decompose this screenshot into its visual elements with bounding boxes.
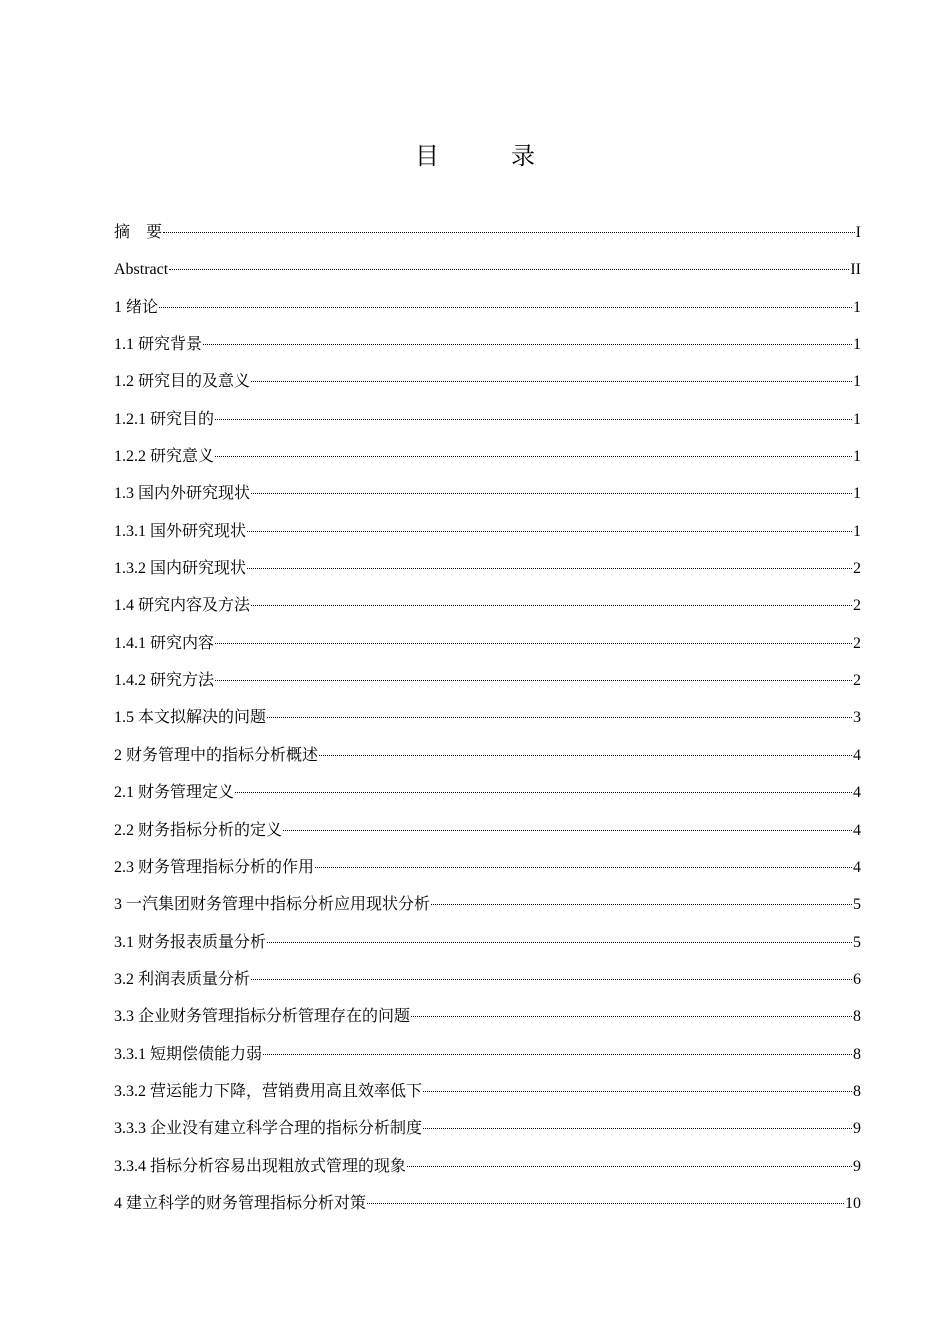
- toc-entry[interactable]: [114, 779, 861, 816]
- toc-entry[interactable]: [114, 219, 861, 256]
- toc-entry-text: 2.1 财务管理定义: [114, 784, 235, 802]
- toc-entry-text: 3 一汽集团财务管理中指标分析应用现状分析: [114, 896, 431, 914]
- toc-leader-dots: [235, 791, 852, 793]
- toc-entry[interactable]: [114, 891, 861, 928]
- toc-entry[interactable]: [114, 1153, 861, 1190]
- toc-entry[interactable]: [114, 704, 861, 741]
- toc-leader-dots: [215, 642, 852, 644]
- toc-page-number: 2: [853, 560, 861, 578]
- toc-entry[interactable]: [114, 630, 861, 667]
- toc-leader-dots: [215, 418, 852, 420]
- toc-entry[interactable]: [114, 966, 861, 1003]
- toc-entry-text: 1.4 研究内容及方法: [114, 597, 251, 615]
- toc-page-number: 4: [853, 858, 861, 876]
- toc-page-number: 6: [853, 970, 861, 988]
- toc-entry-text: 2.3 财务管理指标分析的作用: [114, 858, 315, 876]
- toc-leader-dots: [247, 530, 852, 532]
- toc-entry-text: 1.3.1 国外研究现状: [114, 522, 247, 540]
- toc-page-number: 8: [853, 1008, 861, 1026]
- toc-leader-dots: [169, 268, 849, 270]
- toc-entry[interactable]: [114, 518, 861, 555]
- toc-entry[interactable]: [114, 331, 861, 368]
- toc-entry[interactable]: [114, 555, 861, 592]
- toc-entry-text: 1 绪论: [114, 298, 159, 316]
- toc-leader-dots: [251, 604, 852, 606]
- toc-page-number: 9: [853, 1120, 861, 1138]
- toc-entry[interactable]: [114, 406, 861, 443]
- toc-leader-dots: [251, 380, 852, 382]
- toc-page-number: 1: [853, 336, 861, 354]
- toc-entry-text: 3.3.3 企业没有建立科学合理的指标分析制度: [114, 1120, 423, 1138]
- toc-page-number: 5: [853, 933, 861, 951]
- toc-entry[interactable]: [114, 817, 861, 854]
- toc-page-number: 4: [853, 784, 861, 802]
- toc-entry[interactable]: [114, 480, 861, 517]
- toc-entry-text: 1.2.1 研究目的: [114, 410, 215, 428]
- toc-leader-dots: [215, 679, 852, 681]
- toc-leader-dots: [163, 231, 855, 233]
- toc-page-number: 2: [853, 672, 861, 690]
- toc-entry-text: 1.2.2 研究意义: [114, 448, 215, 466]
- toc-list: [114, 219, 861, 1227]
- toc-leader-dots: [263, 1053, 852, 1055]
- toc-entry-text: 3.3.1 短期偿债能力弱: [114, 1045, 263, 1063]
- toc-page-number: II: [850, 261, 861, 279]
- toc-leader-dots: [319, 754, 852, 756]
- toc-leader-dots: [267, 716, 852, 718]
- toc-page-number: 1: [853, 522, 861, 540]
- toc-entry-text: 3.1 财务报表质量分析: [114, 933, 267, 951]
- toc-entry[interactable]: [114, 929, 861, 966]
- toc-page-number: 3: [853, 709, 861, 727]
- toc-leader-dots: [247, 567, 852, 569]
- toc-leader-dots: [267, 941, 852, 943]
- toc-entry[interactable]: [114, 1078, 861, 1115]
- toc-leader-dots: [203, 343, 852, 345]
- toc-page-number: 10: [845, 1194, 861, 1212]
- toc-leader-dots: [251, 978, 852, 980]
- toc-entry-text: 2 财务管理中的指标分析概述: [114, 746, 319, 764]
- toc-entry[interactable]: [114, 742, 861, 779]
- toc-entry[interactable]: [114, 368, 861, 405]
- toc-page-number: 1: [853, 410, 861, 428]
- toc-leader-dots: [423, 1127, 852, 1129]
- toc-entry-text: 4 建立科学的财务管理指标分析对策: [114, 1194, 367, 1212]
- toc-entry-text: 3.3.4 指标分析容易出现粗放式管理的现象: [114, 1157, 407, 1175]
- toc-entry[interactable]: [114, 294, 861, 331]
- toc-entry-text: 2.2 财务指标分析的定义: [114, 821, 283, 839]
- toc-entry[interactable]: [114, 1115, 861, 1152]
- toc-entry-text: 1.2 研究目的及意义: [114, 373, 251, 391]
- toc-entry-text: 1.4.2 研究方法: [114, 672, 215, 690]
- toc-entry-text: 3.2 利润表质量分析: [114, 970, 251, 988]
- toc-leader-dots: [407, 1165, 852, 1167]
- toc-page-number: 1: [853, 448, 861, 466]
- toc-entry-text: 3.3.2 营运能力下降，营销费用高且效率低下: [114, 1082, 423, 1100]
- toc-leader-dots: [411, 1015, 852, 1017]
- toc-leader-dots: [431, 903, 852, 905]
- toc-leader-dots: [367, 1202, 844, 1204]
- toc-leader-dots: [315, 866, 852, 868]
- toc-page-number: 2: [853, 597, 861, 615]
- toc-page-number: 8: [853, 1082, 861, 1100]
- toc-entry-text: 1.4.1 研究内容: [114, 634, 215, 652]
- toc-page-number: 2: [853, 634, 861, 652]
- toc-entry-text: 1.1 研究背景: [114, 336, 203, 354]
- toc-entry[interactable]: [114, 854, 861, 891]
- toc-entry[interactable]: [114, 592, 861, 629]
- toc-entry-text: Abstract: [114, 261, 169, 279]
- toc-entry[interactable]: [114, 1190, 861, 1227]
- toc-page-number: I: [855, 224, 861, 241]
- toc-page-number: 8: [853, 1045, 861, 1063]
- toc-entry-text: 1.3.2 国内研究现状: [114, 560, 247, 578]
- toc-page-number: 9: [853, 1157, 861, 1175]
- toc-page-number: 4: [853, 746, 861, 764]
- toc-entry-text: 摘 要: [114, 224, 163, 241]
- toc-leader-dots: [159, 306, 852, 308]
- toc-leader-dots: [423, 1090, 852, 1092]
- toc-entry[interactable]: [114, 1003, 861, 1040]
- toc-leader-dots: [251, 492, 852, 494]
- toc-entry-text: 1.5 本文拟解决的问题: [114, 709, 267, 727]
- toc-entry[interactable]: [114, 667, 861, 704]
- toc-page-number: 5: [853, 896, 861, 914]
- toc-page-number: 1: [853, 485, 861, 503]
- toc-entry[interactable]: [114, 256, 861, 293]
- toc-entry[interactable]: [114, 443, 861, 480]
- toc-entry-text: 3.3 企业财务管理指标分析管理存在的问题: [114, 1008, 411, 1026]
- toc-page-number: 4: [853, 821, 861, 839]
- toc-page-number: 1: [853, 298, 861, 316]
- toc-entry-text: 1.3 国内外研究现状: [114, 485, 251, 503]
- toc-page-number: 1: [853, 373, 861, 391]
- toc-title: 目 录: [415, 142, 559, 171]
- toc-entry[interactable]: [114, 1041, 861, 1078]
- toc-leader-dots: [283, 829, 852, 831]
- toc-leader-dots: [215, 455, 852, 457]
